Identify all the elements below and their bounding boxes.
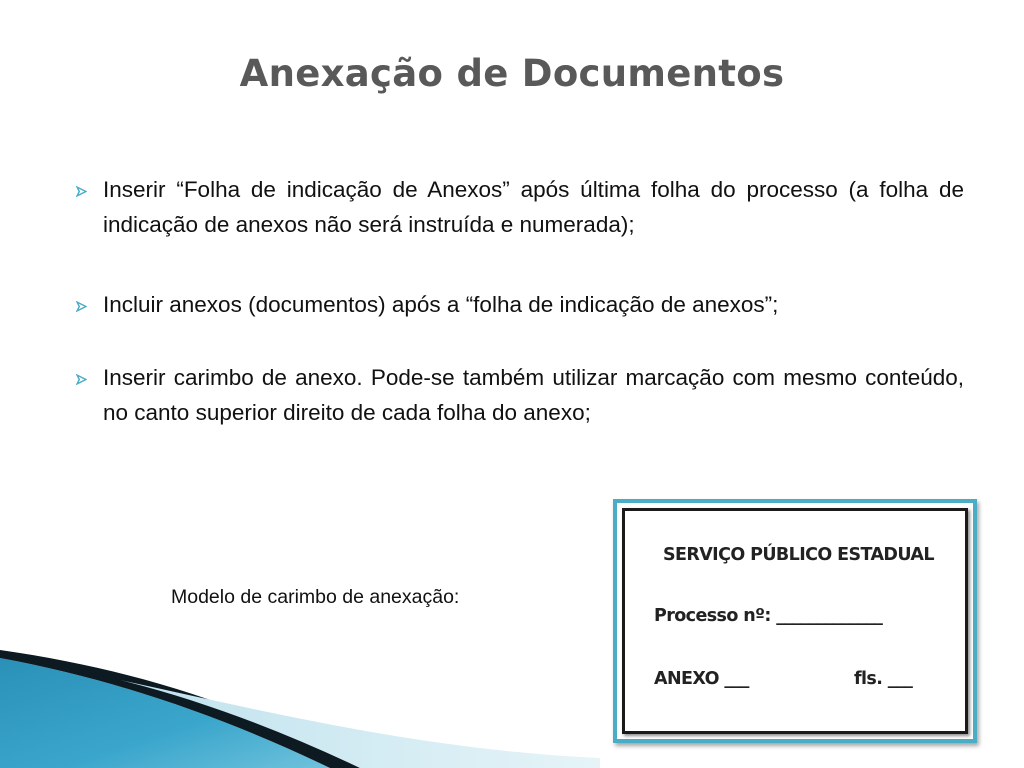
bullet-text: Incluir anexos (documentos) após a “folha de indicação de anexos”; [103, 292, 779, 317]
bullet-text: Inserir “Folha de indicação de Anexos” após última folha do processo (a folha de indicação de anexos não será instruída e numerada); [103, 177, 964, 237]
arrow-bullet-icon [76, 301, 87, 312]
stamp-caption: Modelo de carimbo de anexação: [171, 586, 460, 608]
stamp-processo-field: Processo nº: _____________ [654, 606, 883, 626]
arrow-bullet-icon [76, 374, 87, 385]
stamp-border [622, 508, 968, 734]
bullet-item [74, 172, 964, 242]
decorative-swoosh [0, 640, 600, 768]
stamp-header: SERVIÇO PÚBLICO ESTADUAL [663, 545, 934, 565]
stamp-anexo-field: ANEXO ___ [654, 669, 749, 689]
bullet-item [74, 287, 964, 322]
bullet-list [74, 172, 964, 475]
stamp-fls-field: fls. ___ [854, 669, 913, 689]
stamp-model-image [613, 499, 977, 743]
arrow-bullet-icon [76, 186, 87, 197]
bullet-text: Inserir carimbo de anexo. Pode-se também utilizar marcação com mesmo conteúdo, no canto superior direito de cada folha do anexo; [103, 365, 964, 425]
bullet-item [74, 360, 964, 430]
slide-title: Anexação de Documentos [239, 52, 785, 95]
